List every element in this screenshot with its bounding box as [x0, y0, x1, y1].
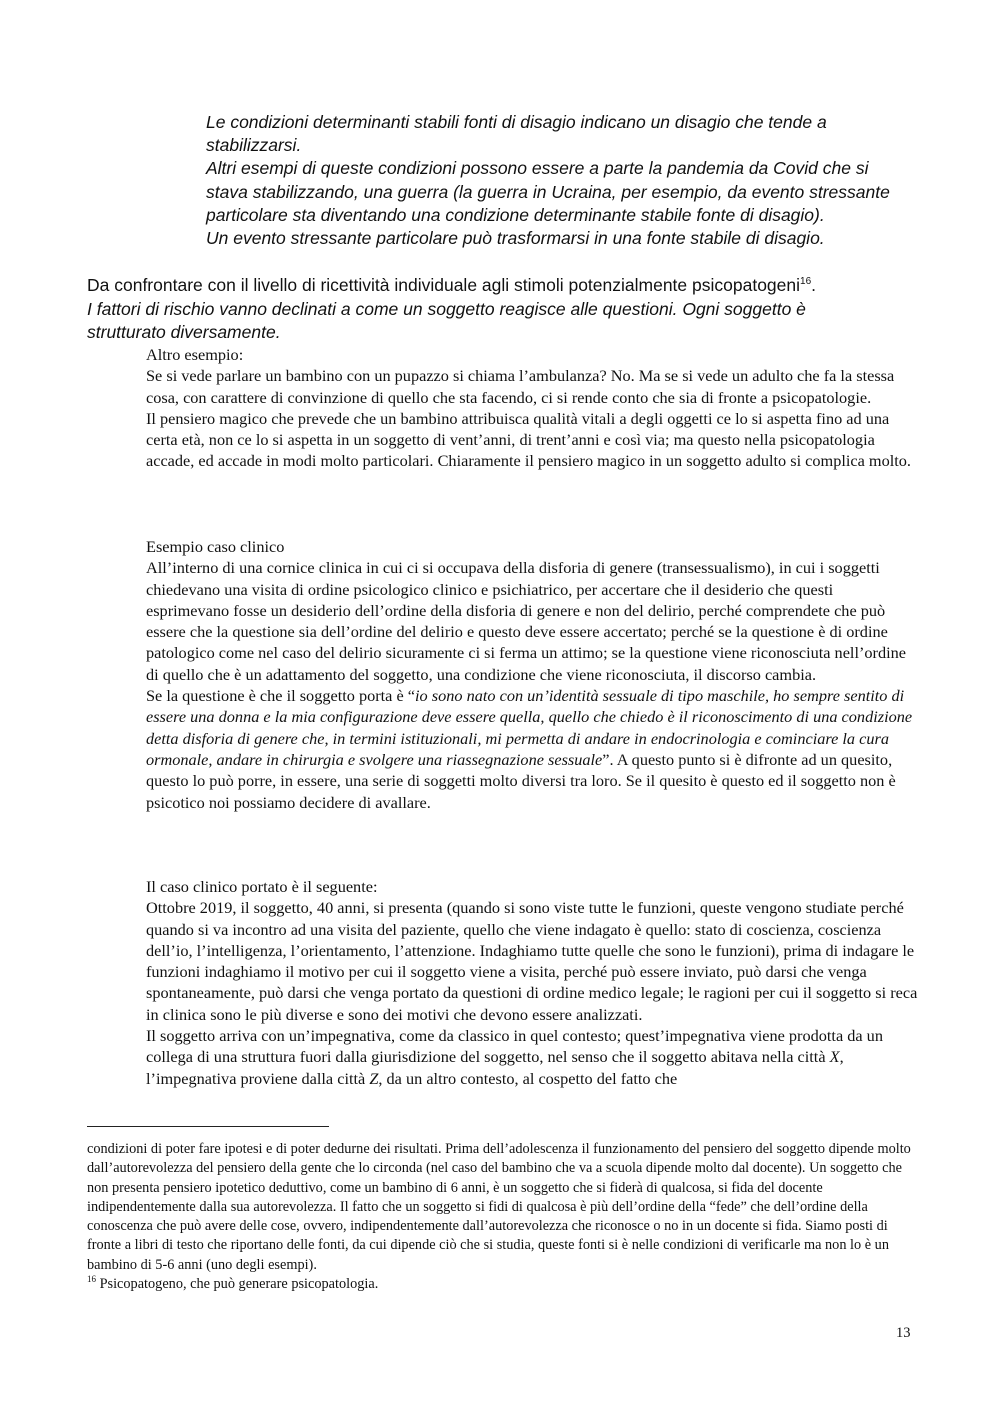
footnote-16-text: Psicopatogeno, che può generare psicopatologia.: [96, 1276, 379, 1293]
risk-factors-text: I fattori di rischio vanno declinati a come un soggetto reagisce alle questioni. Ogni soggetto è strutturato diversamente.: [87, 299, 806, 342]
body-paragraph-quote: [146, 685, 918, 813]
footnotes-area: [87, 1140, 917, 1294]
italic-paragraph: Un evento stressante particolare può trasformarsi in una fonte stabile di disagio.: [206, 228, 825, 249]
footnote-separator: [87, 1126, 329, 1127]
altro-esempio-section: [146, 344, 918, 472]
confront-line: [87, 274, 917, 297]
footnote-16-number: 16: [87, 1274, 96, 1285]
section-heading: Esempio caso clinico: [146, 537, 285, 556]
section-heading: Il caso clinico portato è il seguente:: [146, 877, 378, 896]
text-run: Il soggetto arriva con un’impegnativa, come da classico in quel contesto; quest’impegnativa viene prodotta da un collega di una struttura fuori dalla giurisdizione del soggetto, nel senso che il soggetto abitava nella città: [146, 1026, 883, 1067]
city-z: Z: [369, 1068, 379, 1088]
footnote-ref-16[interactable]: 16: [800, 276, 812, 288]
footnote-continuation: condizioni di poter fare ipotesi e di poter dedurne dei risultati. Prima dell’adolescenza il funzionamento del pensiero del soggetto dipende molto dall’autorevolezza del pensiero della gente che lo circonda (nel caso del bambino che va a scuola dipende molto dal docente). Un soggetto che non presenta pensiero ipotetico deduttivo, come un bambino di 6 anni, è un soggetto che si fiderà di qualcosa, si fida del docente indipendentemente dalla sua autorevolezza. Il fatto che un soggetto si fidi di qualcosa è più dell’ordine della “fede” che dell’ordine della conoscenza che può avere delle cose, ovvero, indipendentemente dall’autorevolezza che riconosce o no in un docente si fida. Siamo posti di fronte a libri di testo che riportano delle fonti, da cui dipende ciò che si studia, queste fonti si è nelle condizioni di verificarle ma non lo è un bambino di 5-6 anni (uno degli esempi).: [87, 1141, 911, 1273]
body-paragraph: Il pensiero magico che prevede che un bambino attribuisca qualità vitali a degli oggetti ce lo si aspetta fino ad una certa età, non ce lo si aspetta in un soggetto di vent’anni, di trent’anni e così via; ma questo nella psicopatologia accade, ed accade in modi molto particolari. Chiaramente il pensiero magico in un soggetto adulto si complica molto.: [146, 408, 911, 471]
quote-lead: Se la questione è che il soggetto porta è “: [146, 686, 416, 706]
italic-paragraph: Altri esempi di queste condizioni possono essere a parte la pandemia da Covid che si stava stabilizzando, una guerra (la guerra in Ucraina, per esempio, da evento stressante particolare sta diventando una condizione determinante stabile fonte di disagio).: [206, 158, 890, 225]
section-heading: Altro esempio:: [146, 345, 244, 364]
body-paragraph: [146, 1025, 918, 1089]
italic-indented-block: [206, 111, 906, 250]
text-run: , l’impegnativa proviene dalla città: [146, 1047, 844, 1088]
caso-clinico-section: [146, 536, 918, 813]
confront-text: Da confrontare con il livello di ricettività individuale agli stimoli potenzialmente psicopatogeni: [87, 275, 801, 295]
patient-quote: io sono nato con un’identità sessuale di tipo maschile, ho sempre sentito di essere una donna e la mia configurazione deve essere quella, quello che chiedo è il riconoscimento di una condizione detta disforia di genere che, in termini istituzionali, mi permetta di andare in endocrinologia e cominciare la cura ormonale, andare in chirurgia e svolgere una riassegnazione sessuale: [146, 686, 913, 769]
confront-end: .: [811, 275, 817, 295]
caso-portato-section: [146, 876, 918, 1089]
body-paragraph: All’interno di una cornice clinica in cui ci si occupava della disforia di genere (transessualismo), in cui i soggetti chiedevano una visita di ordine psicologico clinico e psichiatrico, per accertare che il desiderio che questi esprimevano fosse un desiderio dell’ordine della disforia di genere e non del delirio, perché comprendete che può essere che la questione sia dell’ordine del delirio e questo deve essere accertato; perché se la questione è di ordine patologico come nel caso del delirio sicuramente ci si ferma un attimo; se la questione viene riconosciuta nell’ordine di quello che è un adattamento del soggetto, una condizione che viene riconosciuta, il discorso cambia.: [146, 558, 906, 684]
page-number: 13: [896, 1325, 911, 1341]
text-run: , da un altro contesto, al cospetto del fatto che: [378, 1068, 678, 1088]
body-paragraph: Ottobre 2019, il soggetto, 40 anni, si presenta (quando si sono viste tutte le funzioni, queste vengono studiate perché quando si va incontro ad una visita del paziente, quello che viene indagato è quello: stato di coscienza, coscienza dell’io, l’intelligenza, l’orientamento, l’attenzione. Indaghiamo tutte quelle che sono le funzioni), prima di indagare le funzioni indaghiamo il motivo per cui il soggetto viene a visita, perché può essere inviato, può darsi che venga spontaneamente, può darsi che venga portato da questioni di ordine medico legale; le ragioni per cui il soggetto si reca in clinica sono le più diverse e sono dei motivi che devono essere analizzati.: [146, 898, 918, 1024]
footnote-16: [87, 1275, 917, 1294]
body-paragraph: Se si vede parlare un bambino con un pupazzo si chiama l’ambulanza? No. Ma se si vede un adulto che fa la stessa cosa, con carattere di convinzione di quello che sta facendo, ci si rende conto che sia di fronte a psicopatologie.: [146, 366, 895, 407]
italic-paragraph: Le condizioni determinanti stabili fonti di disagio indicano un disagio che tende a stabilizzarsi.: [206, 112, 827, 156]
quote-tail: ”. A questo punto si è difronte ad un quesito, questo lo può porre, in essere, una serie di soggetti molto diversi tra loro. Se il quesito è questo ed il soggetto non è psicotico noi possiamo decidere di avallare.: [146, 749, 896, 812]
city-x: X: [829, 1047, 840, 1067]
